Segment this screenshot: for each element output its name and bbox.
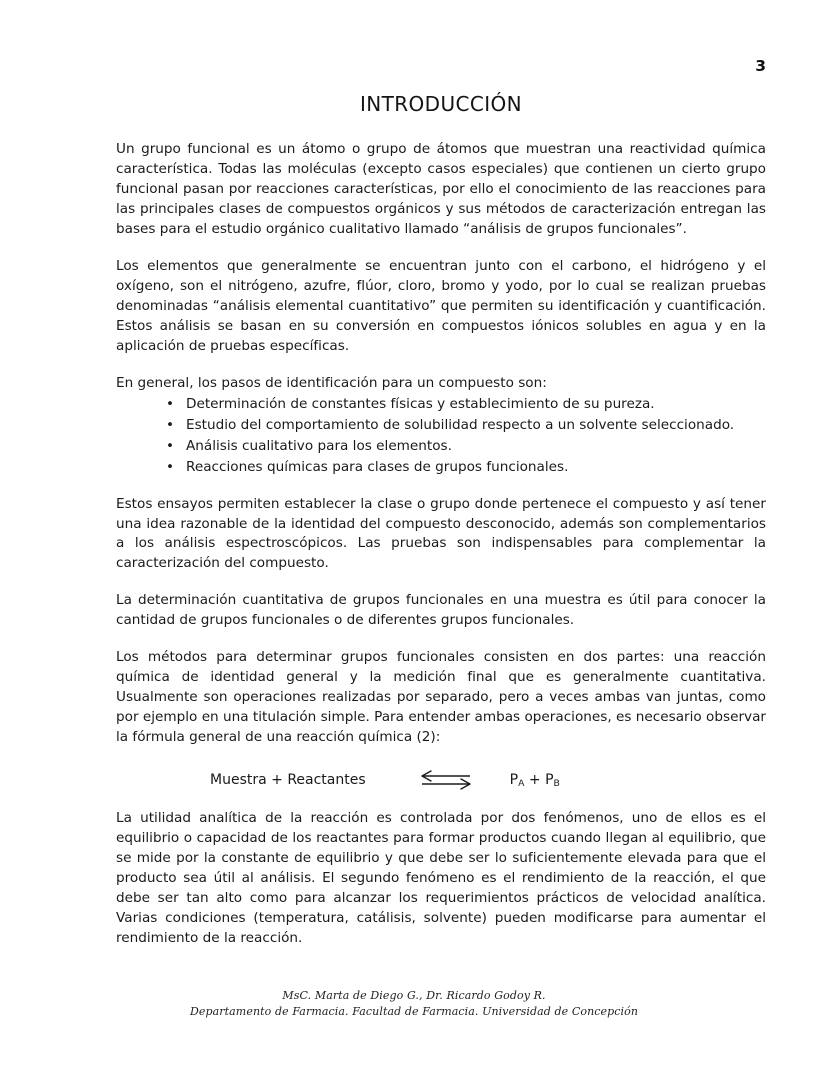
bullet-icon: • xyxy=(166,458,175,475)
bullet-icon: • xyxy=(166,395,175,412)
list-item-label: Análisis cualitativo para los elementos. xyxy=(186,437,452,454)
equation-product-p-a-symbol: P xyxy=(509,771,519,788)
paragraph-quantitative-determination: La determinación cuantitativa de grupos funcionales en una muestra es útil para conocer la cantidad de grupos funcionales o de diferentes grupos funcionales. xyxy=(116,592,766,629)
footer-affiliation: Departamento de Farmacia. Facultad de Farmacia. Universidad de Concepción xyxy=(189,1004,639,1018)
equation-plus-operator: + xyxy=(524,771,546,788)
page-footer xyxy=(0,988,828,1019)
list-item-label: Estudio del comportamiento de solubilidad respecto a un solvente seleccionado. xyxy=(186,416,735,433)
paragraph-intro-definition: Un grupo funcional es un átomo o grupo de átomos que muestran una reactividad química característica. Todas las moléculas (excepto casos especiales) que contienen un cierto grupo funcional pasan por reacciones características, por ello el conocimiento de las reacciones para las principales clases de compuestos orgánicos y sus métodos de caracterización entregan las bases para el estudio orgánico cualitativo llamado “análisis de grupos funcionales”. xyxy=(116,141,766,237)
list-item xyxy=(116,437,766,457)
equation-product-p-b-symbol: P xyxy=(545,771,554,788)
paragraph-elements: Los elementos que generalmente se encuentran junto con el carbono, el hidrógeno y el oxígeno, son el nitrógeno, azufre, flúor, cloro, bromo y yodo, por lo cual se realizan pruebas denominadas “análisis elemental cuantitativo” que permiten su identificación y cuantificación. Estos análisis se basan en su conversión en compuestos iónicos solubles en agua y en la aplicación de pruebas específicas. xyxy=(116,257,766,354)
list-item xyxy=(116,416,766,436)
chemical-equation xyxy=(116,769,766,791)
page-title: INTRODUCCIÓN xyxy=(359,92,523,116)
bullet-icon: • xyxy=(166,437,175,454)
paragraph-steps-intro: En general, los pasos de identificación para un compuesto son: xyxy=(116,374,547,391)
paragraph-assays: Estos ensayos permiten establecer la clase o grupo donde pertenece el compuesto y así tener una idea razonable de la identidad del compuesto desconocido, además son complementarios a los análisis espectroscópicos. Las pruebas son indispensables para complementar la caracterización del compuesto. xyxy=(116,495,766,572)
paragraph-methods: Los métodos para determinar grupos funcionales consisten en dos partes: una reacción química de identidad general y la medición final que es generalmente cuantitativa. Usualmente son operaciones realizadas por separado, pero a veces ambas van juntas, como por ejemplo en una titulación simple. Para entender ambas operaciones, es necesario observar la fórmula general de una reacción química (2): xyxy=(116,649,766,746)
equation-product-a-subscript: A xyxy=(518,777,525,789)
list-item xyxy=(116,395,766,415)
identification-steps-list xyxy=(116,395,766,478)
list-item-label: Reacciones químicas para clases de grupos funcionales. xyxy=(186,458,569,475)
paragraph-analytical-utility: La utilidad analítica de la reacción es controlada por dos fenómenos, uno de ellos es el equilibrio o capacidad de los reactantes para formar productos cuando llegan al equilibrio, que se mide por la constante de equilibrio y que debe ser lo suficientemente elevada para que el producto sea útil al análisis. El segundo fenómeno es el rendimiento de la reacción, el que debe ser tan alto como para alcanzar los requerimientos prácticos de velocidad analítica. Varias condiciones (temperatura, catálisis, solvente) pueden modificarse para aumentar el rendimiento de la reacción. xyxy=(116,810,766,946)
equation-reactants: Muestra + Reactantes xyxy=(210,772,366,789)
page-number: 3 xyxy=(755,57,766,75)
document-content xyxy=(116,92,766,949)
list-item-label: Determinación de constantes físicas y establecimiento de su pureza. xyxy=(186,395,655,412)
footer-authors: MsC. Marta de Diego G., Dr. Ricardo Godoy R. xyxy=(282,989,546,1002)
list-item xyxy=(116,458,766,478)
equation-product-b-subscript: B xyxy=(553,777,560,789)
bullet-icon: • xyxy=(166,416,175,433)
equation-products xyxy=(510,772,560,789)
equilibrium-arrow-icon xyxy=(416,769,476,791)
